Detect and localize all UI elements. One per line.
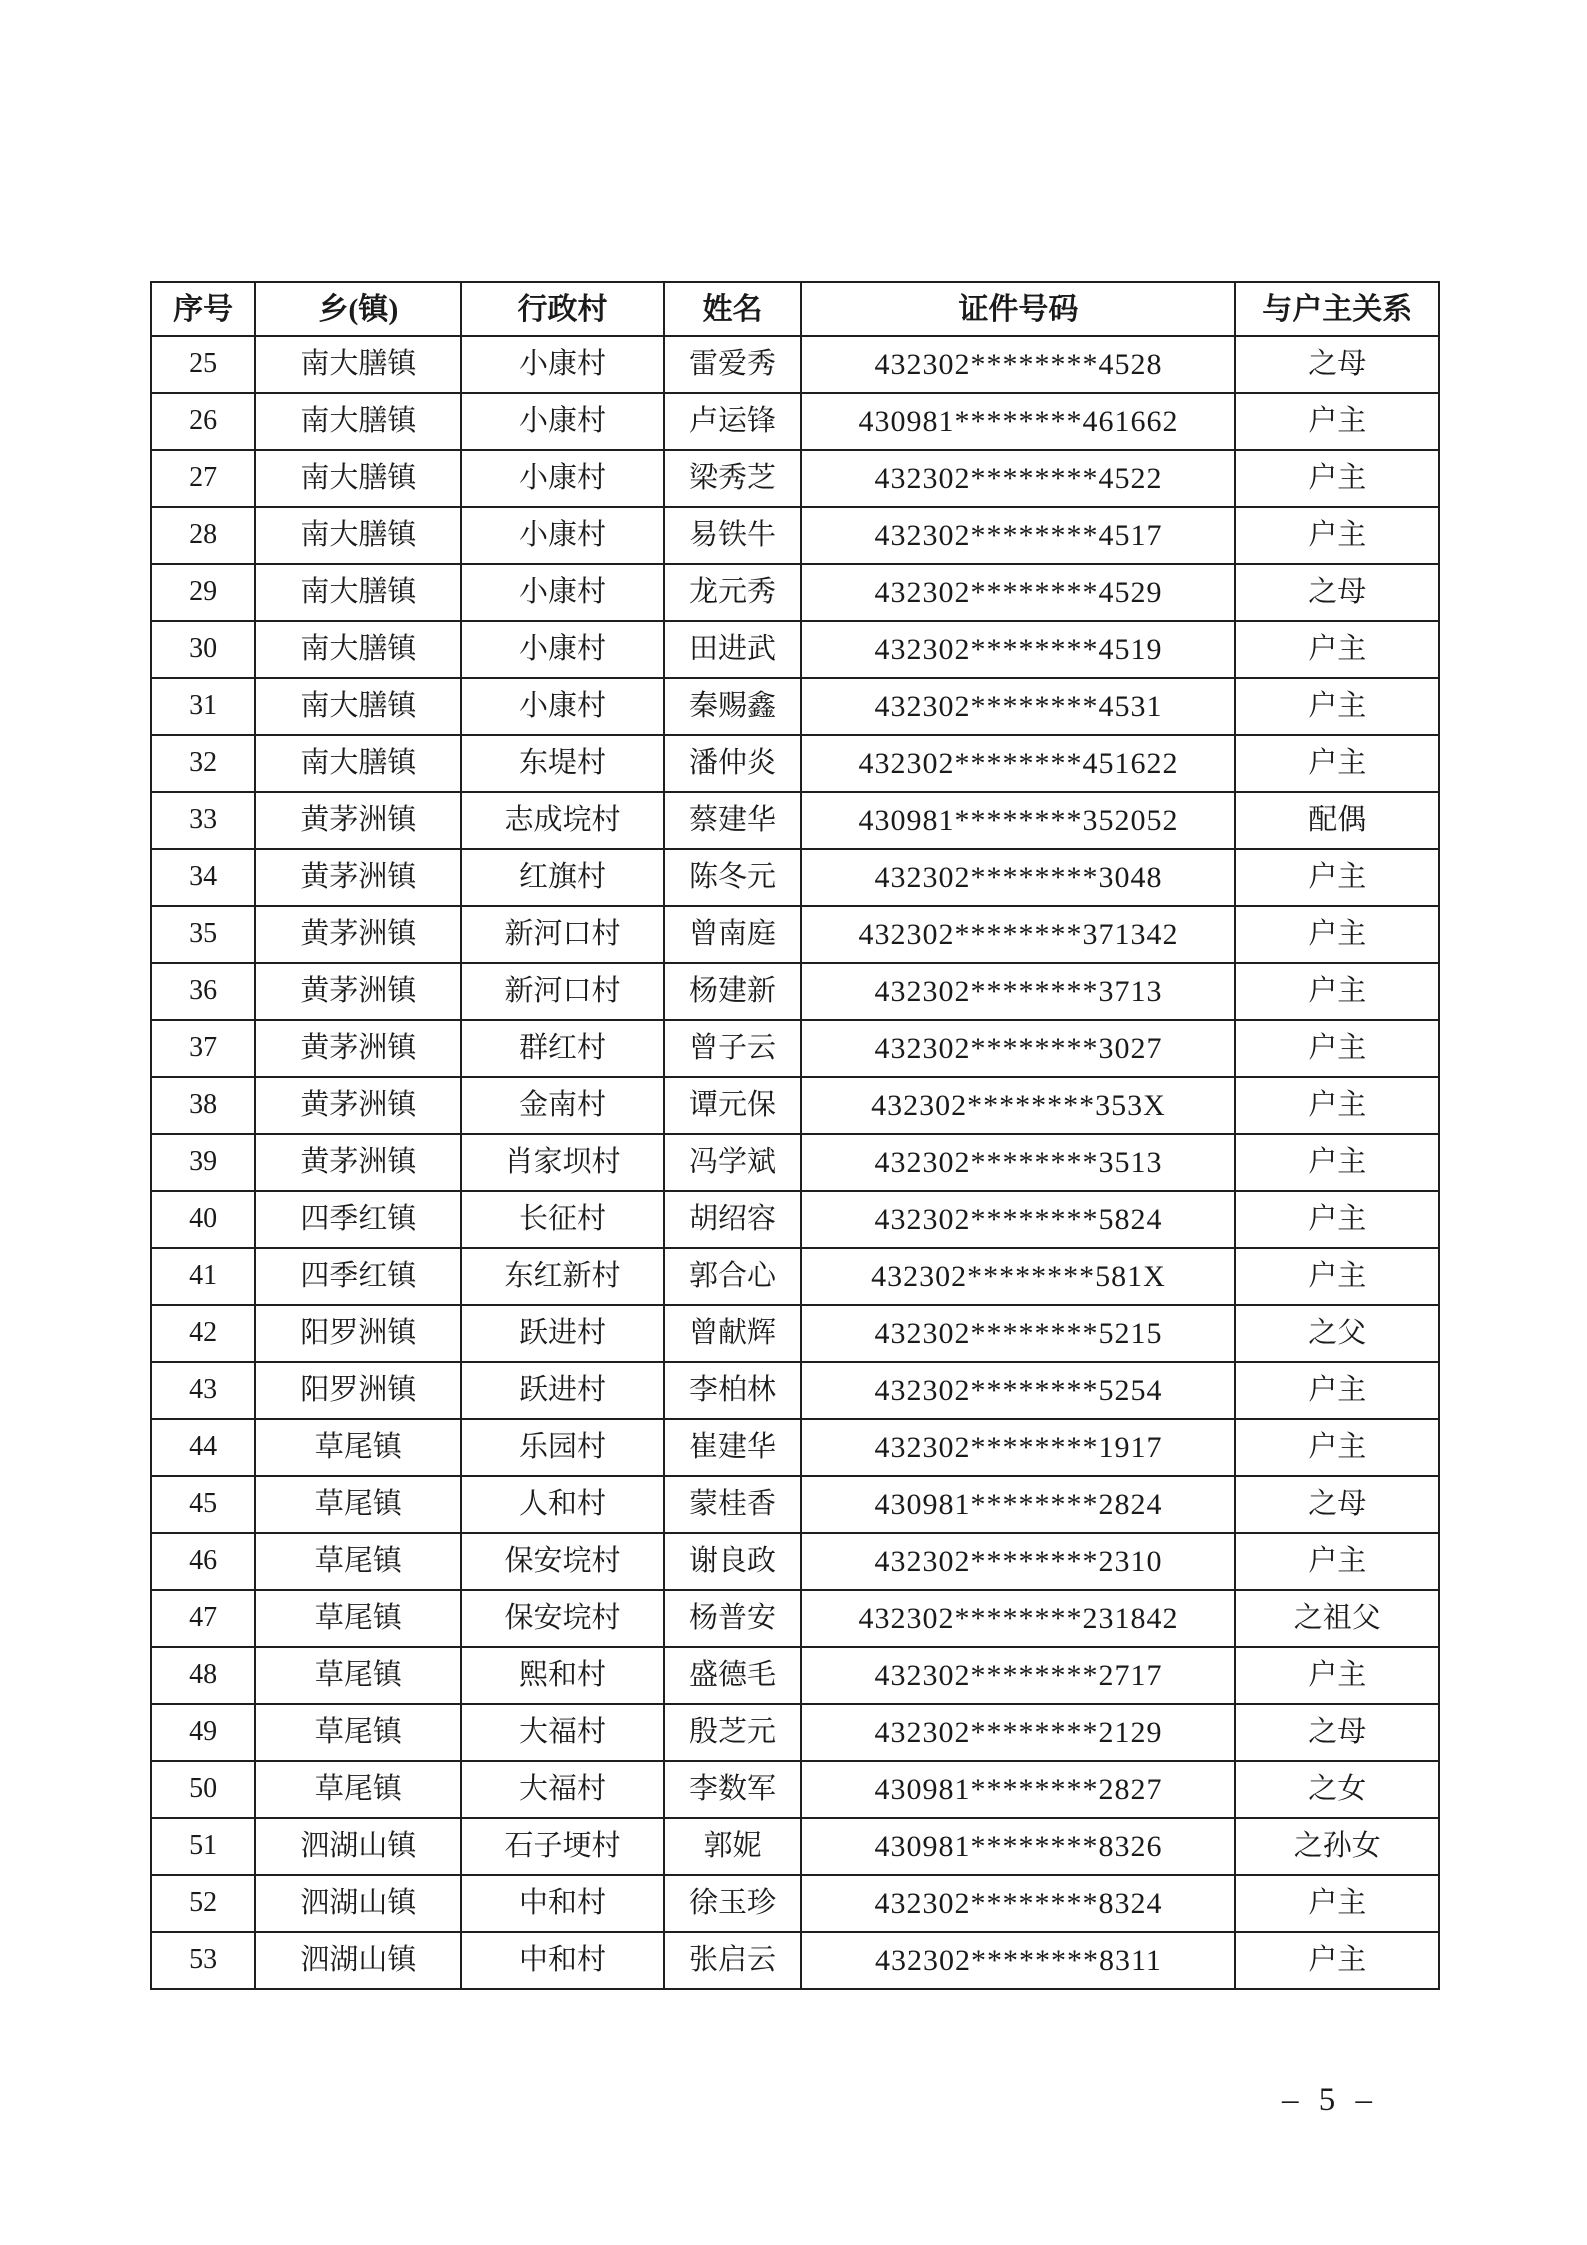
cell-id-number: 430981********2827 — [801, 1761, 1235, 1818]
cell-id-number: 432302********8324 — [801, 1875, 1235, 1932]
cell-index: 47 — [151, 1590, 255, 1647]
cell-township: 黄茅洲镇 — [255, 849, 461, 906]
cell-village: 东堤村 — [461, 735, 663, 792]
cell-index: 39 — [151, 1134, 255, 1191]
cell-id-number: 430981********2824 — [801, 1476, 1235, 1533]
cell-village: 大福村 — [461, 1704, 663, 1761]
table-row — [151, 1590, 1439, 1647]
cell-index: 41 — [151, 1248, 255, 1305]
cell-id-number: 432302********3513 — [801, 1134, 1235, 1191]
table-body — [151, 336, 1439, 1989]
cell-index: 37 — [151, 1020, 255, 1077]
cell-relationship: 户主 — [1235, 621, 1439, 678]
header-relationship: 与户主关系 — [1235, 282, 1439, 336]
cell-township: 黄茅洲镇 — [255, 792, 461, 849]
cell-relationship: 之母 — [1235, 1476, 1439, 1533]
cell-id-number: 432302********4529 — [801, 564, 1235, 621]
cell-township: 黄茅洲镇 — [255, 1134, 461, 1191]
cell-relationship: 户主 — [1235, 1419, 1439, 1476]
cell-index: 36 — [151, 963, 255, 1020]
cell-name: 崔建华 — [664, 1419, 802, 1476]
cell-name: 曾献辉 — [664, 1305, 802, 1362]
cell-id-number: 432302********371342 — [801, 906, 1235, 963]
cell-township: 南大膳镇 — [255, 336, 461, 393]
cell-id-number: 432302********2129 — [801, 1704, 1235, 1761]
header-id-number: 证件号码 — [801, 282, 1235, 336]
cell-id-number: 432302********5215 — [801, 1305, 1235, 1362]
cell-village: 保安垸村 — [461, 1590, 663, 1647]
cell-relationship: 户主 — [1235, 1533, 1439, 1590]
cell-id-number: 432302********4528 — [801, 336, 1235, 393]
cell-village: 中和村 — [461, 1932, 663, 1989]
cell-relationship: 户主 — [1235, 1191, 1439, 1248]
cell-township: 草尾镇 — [255, 1476, 461, 1533]
table-row — [151, 1020, 1439, 1077]
cell-index: 48 — [151, 1647, 255, 1704]
cell-name: 李数军 — [664, 1761, 802, 1818]
cell-index: 43 — [151, 1362, 255, 1419]
cell-township: 南大膳镇 — [255, 564, 461, 621]
cell-village: 新河口村 — [461, 906, 663, 963]
cell-id-number: 432302********5254 — [801, 1362, 1235, 1419]
table-row — [151, 792, 1439, 849]
cell-index: 50 — [151, 1761, 255, 1818]
table-row — [151, 1932, 1439, 1989]
cell-township: 泗湖山镇 — [255, 1875, 461, 1932]
cell-index: 40 — [151, 1191, 255, 1248]
cell-township: 南大膳镇 — [255, 735, 461, 792]
table-row — [151, 1647, 1439, 1704]
cell-index: 33 — [151, 792, 255, 849]
cell-index: 28 — [151, 507, 255, 564]
cell-relationship: 之父 — [1235, 1305, 1439, 1362]
cell-relationship: 户主 — [1235, 1020, 1439, 1077]
table-row — [151, 393, 1439, 450]
table-row — [151, 1419, 1439, 1476]
cell-township: 黄茅洲镇 — [255, 906, 461, 963]
cell-relationship: 户主 — [1235, 1875, 1439, 1932]
cell-relationship: 户主 — [1235, 963, 1439, 1020]
cell-township: 阳罗洲镇 — [255, 1305, 461, 1362]
cell-relationship: 户主 — [1235, 1248, 1439, 1305]
table-row — [151, 963, 1439, 1020]
beneficiary-roster-table — [150, 281, 1440, 1990]
table-row — [151, 849, 1439, 906]
cell-relationship: 之母 — [1235, 1704, 1439, 1761]
cell-township: 四季红镇 — [255, 1248, 461, 1305]
cell-village: 跃进村 — [461, 1362, 663, 1419]
table-row — [151, 1305, 1439, 1362]
cell-relationship: 配偶 — [1235, 792, 1439, 849]
cell-village: 金南村 — [461, 1077, 663, 1134]
table-row — [151, 1476, 1439, 1533]
cell-township: 草尾镇 — [255, 1419, 461, 1476]
table-header-row — [151, 282, 1439, 336]
cell-id-number: 432302********4522 — [801, 450, 1235, 507]
cell-relationship: 之母 — [1235, 336, 1439, 393]
cell-name: 李柏林 — [664, 1362, 802, 1419]
header-index: 序号 — [151, 282, 255, 336]
cell-relationship: 户主 — [1235, 393, 1439, 450]
cell-name: 冯学斌 — [664, 1134, 802, 1191]
cell-index: 38 — [151, 1077, 255, 1134]
cell-id-number: 432302********1917 — [801, 1419, 1235, 1476]
cell-township: 泗湖山镇 — [255, 1932, 461, 1989]
cell-name: 蔡建华 — [664, 792, 802, 849]
cell-name: 龙元秀 — [664, 564, 802, 621]
cell-relationship: 户主 — [1235, 450, 1439, 507]
cell-index: 31 — [151, 678, 255, 735]
cell-index: 30 — [151, 621, 255, 678]
cell-township: 草尾镇 — [255, 1761, 461, 1818]
cell-village: 熙和村 — [461, 1647, 663, 1704]
cell-name: 陈冬元 — [664, 849, 802, 906]
cell-village: 志成垸村 — [461, 792, 663, 849]
cell-village: 肖家坝村 — [461, 1134, 663, 1191]
table-row — [151, 1704, 1439, 1761]
table-row — [151, 1077, 1439, 1134]
cell-name: 郭合心 — [664, 1248, 802, 1305]
cell-township: 黄茅洲镇 — [255, 1077, 461, 1134]
cell-relationship: 户主 — [1235, 1932, 1439, 1989]
table-row — [151, 1248, 1439, 1305]
cell-name: 杨建新 — [664, 963, 802, 1020]
cell-id-number: 432302********2717 — [801, 1647, 1235, 1704]
cell-name: 谢良政 — [664, 1533, 802, 1590]
cell-index: 51 — [151, 1818, 255, 1875]
cell-name: 谭元保 — [664, 1077, 802, 1134]
cell-village: 红旗村 — [461, 849, 663, 906]
table-row — [151, 507, 1439, 564]
cell-township: 草尾镇 — [255, 1533, 461, 1590]
cell-index: 46 — [151, 1533, 255, 1590]
cell-village: 人和村 — [461, 1476, 663, 1533]
cell-village: 跃进村 — [461, 1305, 663, 1362]
cell-village: 小康村 — [461, 450, 663, 507]
cell-name: 田进武 — [664, 621, 802, 678]
cell-name: 徐玉珍 — [664, 1875, 802, 1932]
cell-name: 雷爱秀 — [664, 336, 802, 393]
cell-id-number: 432302********3713 — [801, 963, 1235, 1020]
cell-name: 曾南庭 — [664, 906, 802, 963]
table-row — [151, 678, 1439, 735]
cell-township: 草尾镇 — [255, 1647, 461, 1704]
cell-township: 南大膳镇 — [255, 621, 461, 678]
cell-village: 小康村 — [461, 507, 663, 564]
cell-id-number: 432302********8311 — [801, 1932, 1235, 1989]
cell-village: 小康村 — [461, 336, 663, 393]
cell-relationship: 户主 — [1235, 906, 1439, 963]
cell-index: 32 — [151, 735, 255, 792]
cell-township: 四季红镇 — [255, 1191, 461, 1248]
cell-name: 郭妮 — [664, 1818, 802, 1875]
cell-village: 东红新村 — [461, 1248, 663, 1305]
cell-township: 黄茅洲镇 — [255, 1020, 461, 1077]
cell-township: 南大膳镇 — [255, 678, 461, 735]
cell-township: 南大膳镇 — [255, 450, 461, 507]
cell-id-number: 432302********451622 — [801, 735, 1235, 792]
cell-index: 35 — [151, 906, 255, 963]
cell-relationship: 之孙女 — [1235, 1818, 1439, 1875]
cell-name: 杨普安 — [664, 1590, 802, 1647]
cell-index: 25 — [151, 336, 255, 393]
cell-id-number: 432302********4531 — [801, 678, 1235, 735]
table-row — [151, 450, 1439, 507]
cell-index: 42 — [151, 1305, 255, 1362]
cell-relationship: 户主 — [1235, 507, 1439, 564]
cell-id-number: 432302********231842 — [801, 1590, 1235, 1647]
cell-village: 群红村 — [461, 1020, 663, 1077]
cell-name: 殷芝元 — [664, 1704, 802, 1761]
cell-relationship: 户主 — [1235, 849, 1439, 906]
cell-name: 蒙桂香 — [664, 1476, 802, 1533]
cell-relationship: 户主 — [1235, 678, 1439, 735]
cell-village: 小康村 — [461, 564, 663, 621]
cell-relationship: 之女 — [1235, 1761, 1439, 1818]
cell-index: 34 — [151, 849, 255, 906]
cell-relationship: 之祖父 — [1235, 1590, 1439, 1647]
cell-village: 小康村 — [461, 393, 663, 450]
cell-name: 潘仲炎 — [664, 735, 802, 792]
cell-township: 泗湖山镇 — [255, 1818, 461, 1875]
table-row — [151, 906, 1439, 963]
table-row — [151, 1362, 1439, 1419]
cell-village: 长征村 — [461, 1191, 663, 1248]
cell-relationship: 之母 — [1235, 564, 1439, 621]
cell-index: 44 — [151, 1419, 255, 1476]
cell-name: 盛德毛 — [664, 1647, 802, 1704]
cell-id-number: 432302********5824 — [801, 1191, 1235, 1248]
cell-index: 27 — [151, 450, 255, 507]
table-row — [151, 735, 1439, 792]
table-row — [151, 621, 1439, 678]
table-row — [151, 1761, 1439, 1818]
cell-id-number: 432302********4517 — [801, 507, 1235, 564]
cell-id-number: 430981********8326 — [801, 1818, 1235, 1875]
cell-village: 小康村 — [461, 678, 663, 735]
cell-relationship: 户主 — [1235, 735, 1439, 792]
table-row — [151, 336, 1439, 393]
page-number: – 5 – — [1282, 2082, 1378, 2118]
cell-index: 52 — [151, 1875, 255, 1932]
cell-index: 29 — [151, 564, 255, 621]
cell-id-number: 430981********352052 — [801, 792, 1235, 849]
cell-id-number: 432302********3048 — [801, 849, 1235, 906]
table-row — [151, 1191, 1439, 1248]
cell-id-number: 432302********3027 — [801, 1020, 1235, 1077]
header-name: 姓名 — [664, 282, 802, 336]
cell-relationship: 户主 — [1235, 1134, 1439, 1191]
header-township: 乡(镇) — [255, 282, 461, 336]
cell-relationship: 户主 — [1235, 1647, 1439, 1704]
cell-name: 易铁牛 — [664, 507, 802, 564]
cell-name: 秦赐鑫 — [664, 678, 802, 735]
table-row — [151, 1134, 1439, 1191]
cell-id-number: 430981********461662 — [801, 393, 1235, 450]
cell-village: 小康村 — [461, 621, 663, 678]
cell-name: 胡绍容 — [664, 1191, 802, 1248]
cell-index: 53 — [151, 1932, 255, 1989]
table-row — [151, 564, 1439, 621]
cell-village: 大福村 — [461, 1761, 663, 1818]
cell-village: 石子埂村 — [461, 1818, 663, 1875]
cell-village: 乐园村 — [461, 1419, 663, 1476]
cell-township: 黄茅洲镇 — [255, 963, 461, 1020]
cell-name: 张启云 — [664, 1932, 802, 1989]
cell-name: 曾子云 — [664, 1020, 802, 1077]
cell-township: 草尾镇 — [255, 1590, 461, 1647]
table-row — [151, 1818, 1439, 1875]
cell-village: 保安垸村 — [461, 1533, 663, 1590]
cell-township: 阳罗洲镇 — [255, 1362, 461, 1419]
cell-id-number: 432302********581X — [801, 1248, 1235, 1305]
cell-id-number: 432302********2310 — [801, 1533, 1235, 1590]
cell-township: 南大膳镇 — [255, 393, 461, 450]
cell-index: 49 — [151, 1704, 255, 1761]
table-row — [151, 1533, 1439, 1590]
cell-village: 中和村 — [461, 1875, 663, 1932]
cell-village: 新河口村 — [461, 963, 663, 1020]
cell-name: 梁秀芝 — [664, 450, 802, 507]
cell-township: 草尾镇 — [255, 1704, 461, 1761]
cell-township: 南大膳镇 — [255, 507, 461, 564]
table-row — [151, 1875, 1439, 1932]
cell-id-number: 432302********353X — [801, 1077, 1235, 1134]
cell-relationship: 户主 — [1235, 1362, 1439, 1419]
cell-name: 卢运锋 — [664, 393, 802, 450]
header-village: 行政村 — [461, 282, 663, 336]
cell-index: 26 — [151, 393, 255, 450]
cell-relationship: 户主 — [1235, 1077, 1439, 1134]
cell-index: 45 — [151, 1476, 255, 1533]
cell-id-number: 432302********4519 — [801, 621, 1235, 678]
